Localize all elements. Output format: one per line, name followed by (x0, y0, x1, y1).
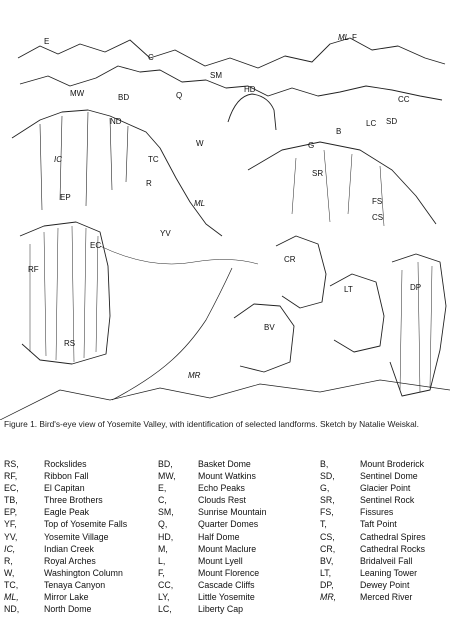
legend-name: Bridalveil Fall (360, 555, 413, 566)
sketch-label: SM (210, 71, 222, 80)
legend-row (4, 591, 127, 603)
legend-name: Fissures (360, 507, 394, 518)
legend-row (320, 591, 426, 603)
legend-row (158, 494, 266, 506)
legend-name: Echo Peaks (198, 483, 245, 494)
legend-name: Sentinel Dome (360, 471, 418, 482)
legend-name: Tenaya Canyon (44, 579, 106, 590)
legend-abbr: YV, (4, 531, 18, 542)
legend-abbr: CR, (320, 543, 336, 554)
sketch-label: MR (188, 371, 201, 380)
sketch-label: IC (54, 155, 62, 164)
legend-abbr: B, (320, 459, 329, 469)
sketch-label: F (352, 33, 357, 42)
legend-row (4, 506, 127, 518)
sketch-label: DP (410, 283, 422, 292)
legend-name: Eagle Peak (44, 507, 89, 518)
sketch-label: EP (60, 193, 71, 202)
sketch-label: Q (176, 91, 183, 100)
legend-row (158, 555, 266, 567)
sketch-label: CC (398, 95, 410, 104)
legend-row (320, 494, 426, 506)
legend-row (320, 543, 426, 555)
sketch-label: C (148, 53, 154, 62)
legend-row (320, 531, 426, 543)
sketch-label: ML (194, 199, 206, 208)
legend-row (4, 531, 127, 543)
legend-abbr: BV, (320, 555, 334, 566)
legend-name: Mirror Lake (44, 592, 89, 603)
legend-abbr: SR, (320, 495, 335, 506)
legend-abbr: W, (4, 567, 15, 578)
legend-row (4, 543, 127, 555)
sketch-label: W (196, 139, 204, 148)
legend-row (158, 603, 266, 615)
legend-row (158, 543, 266, 555)
cathedral-rocks-outline (276, 236, 326, 308)
legend-abbr: ND, (4, 604, 20, 615)
legend-abbr: TC, (4, 579, 19, 590)
legend-abbr: SD, (320, 471, 335, 482)
legend-name: Merced River (360, 592, 413, 603)
legend-row (158, 506, 266, 518)
legend-row (4, 567, 127, 579)
legend-abbr: TB, (4, 495, 18, 506)
legend-name: Dewey Point (360, 579, 410, 590)
legend-name: Ribbon Fall (44, 471, 89, 482)
sketch-label: CS (372, 213, 384, 222)
legend-column-1 (4, 458, 127, 615)
sketch-label: SR (312, 169, 324, 178)
sketch-label: MW (70, 89, 85, 98)
legend-abbr: R, (4, 555, 13, 566)
legend-name: Rockslides (44, 459, 87, 469)
legend-row (4, 470, 127, 482)
legend-abbr: IC, (4, 543, 16, 554)
legend-abbr: T, (320, 519, 327, 530)
legend-abbr: L, (158, 555, 166, 566)
sketch-label-group (28, 33, 421, 380)
sketch-label: LT (344, 285, 353, 294)
legend-name: Mount Watkins (198, 471, 256, 482)
sketch-label: B (336, 127, 342, 136)
sketch-label: E (44, 37, 50, 46)
legend-abbr: M, (158, 543, 168, 554)
legend-name: Taft Point (360, 519, 397, 530)
legend-row (158, 567, 266, 579)
legend-row (4, 579, 127, 591)
legend-name: Cathedral Spires (360, 531, 426, 542)
legend-abbr: G, (320, 483, 330, 494)
sketch-label: ML (338, 33, 350, 42)
legend-name: Mount Maclure (198, 543, 257, 554)
legend-abbr: ML, (4, 592, 19, 603)
legend-row (4, 555, 127, 567)
ridgeline-far (18, 38, 445, 68)
legend-abbr: CC, (158, 579, 174, 590)
legend-name: Half Dome (198, 531, 240, 542)
merced-river (112, 268, 232, 400)
sketch-label: RS (64, 339, 76, 348)
legend-abbr: YF, (4, 519, 17, 530)
south-rim (248, 142, 436, 224)
legend-abbr: Q, (158, 519, 168, 530)
legend-abbr: MW, (158, 471, 176, 482)
legend-row (320, 567, 426, 579)
legend-row (320, 470, 426, 482)
legend-row (158, 470, 266, 482)
legend-row (158, 482, 266, 494)
sketch-label: EC (90, 241, 102, 250)
legend-abbr: RS, (4, 459, 19, 469)
legend-name: Liberty Cap (198, 604, 243, 615)
legend-row (320, 555, 426, 567)
legend-row (158, 531, 266, 543)
legend-row (158, 458, 266, 470)
legend-row (320, 482, 426, 494)
legend-abbr: EC, (4, 483, 19, 494)
sketch-label: RF (28, 265, 39, 274)
legend-name: Indian Creek (44, 543, 94, 554)
legend-row (158, 591, 266, 603)
legend-column-2 (158, 458, 266, 615)
legend-name: Mount Lyell (198, 555, 243, 566)
legend-name: Quarter Domes (198, 519, 259, 530)
sketch-label: SD (386, 117, 398, 126)
figure-caption: Figure 1. Bird's-eye view of Yosemite Valley, with identification of selected landforms. Sketch by Natalie Weiskal. (4, 419, 419, 429)
sketch-label: CR (284, 255, 296, 264)
legend-abbr: F, (158, 567, 165, 578)
legend-row (158, 518, 266, 530)
legend-abbr: MR, (320, 592, 337, 603)
legend-row (4, 458, 127, 470)
legend-abbr: BD, (158, 459, 173, 469)
legend-name: Sunrise Mountain (198, 507, 267, 518)
legend (4, 458, 450, 623)
north-rim (12, 110, 222, 236)
legend-name: Mount Florence (198, 567, 260, 578)
legend-abbr: SM, (158, 507, 174, 518)
sketch-label: FS (372, 197, 383, 206)
legend-abbr: LT, (320, 567, 332, 578)
legend-name: Yosemite Village (44, 531, 109, 542)
legend-name: Mount Broderick (360, 459, 425, 469)
legend-column-3 (320, 458, 426, 603)
half-dome-outline (228, 94, 276, 130)
legend-name: Glacier Point (360, 483, 411, 494)
sketch-label: ND (110, 117, 122, 126)
legend-abbr: EP, (4, 507, 18, 518)
sketch-label: YV (160, 229, 171, 238)
sketch-label: TC (148, 155, 159, 164)
legend-name: Sentinel Rock (360, 495, 415, 506)
legend-row (158, 579, 266, 591)
sketch-label: BV (264, 323, 275, 332)
legend-name: El Capitan (44, 483, 85, 494)
legend-abbr: FS, (320, 507, 334, 518)
legend-row (320, 518, 426, 530)
legend-name: Royal Arches (44, 555, 96, 566)
legend-row (320, 579, 426, 591)
legend-abbr: HD, (158, 531, 174, 542)
legend-row (4, 494, 127, 506)
legend-name: Leaning Tower (360, 567, 418, 578)
legend-abbr: LC, (158, 604, 172, 615)
sketch-label: HD (244, 85, 256, 94)
sketch-label: LC (366, 119, 377, 128)
legend-abbr: RF, (4, 471, 18, 482)
leaning-tower-outline (330, 274, 384, 352)
legend-name: Little Yosemite (198, 592, 255, 603)
legend-row (4, 518, 127, 530)
sketch-label: G (308, 141, 315, 150)
sketch-label: R (146, 179, 152, 188)
legend-name: Cascade Cliffs (198, 579, 255, 590)
legend-abbr: CS, (320, 531, 335, 542)
legend-row (4, 603, 127, 615)
legend-name: Top of Yosemite Falls (44, 519, 128, 530)
legend-name: Basket Dome (198, 459, 251, 469)
bridalveil-outline (234, 304, 294, 372)
legend-row (320, 458, 426, 470)
legend-abbr: LY, (158, 592, 170, 603)
legend-row (4, 482, 127, 494)
legend-name: Clouds Rest (198, 495, 246, 506)
legend-abbr: DP, (320, 579, 334, 590)
legend-name: North Dome (44, 604, 92, 615)
sketch-label: BD (118, 93, 130, 102)
legend-name: Three Brothers (44, 495, 103, 506)
legend-abbr: C, (158, 495, 167, 506)
legend-row (320, 506, 426, 518)
legend-abbr: E, (158, 483, 167, 494)
legend-name: Washington Column (44, 567, 123, 578)
legend-name: Cathedral Rocks (360, 543, 426, 554)
